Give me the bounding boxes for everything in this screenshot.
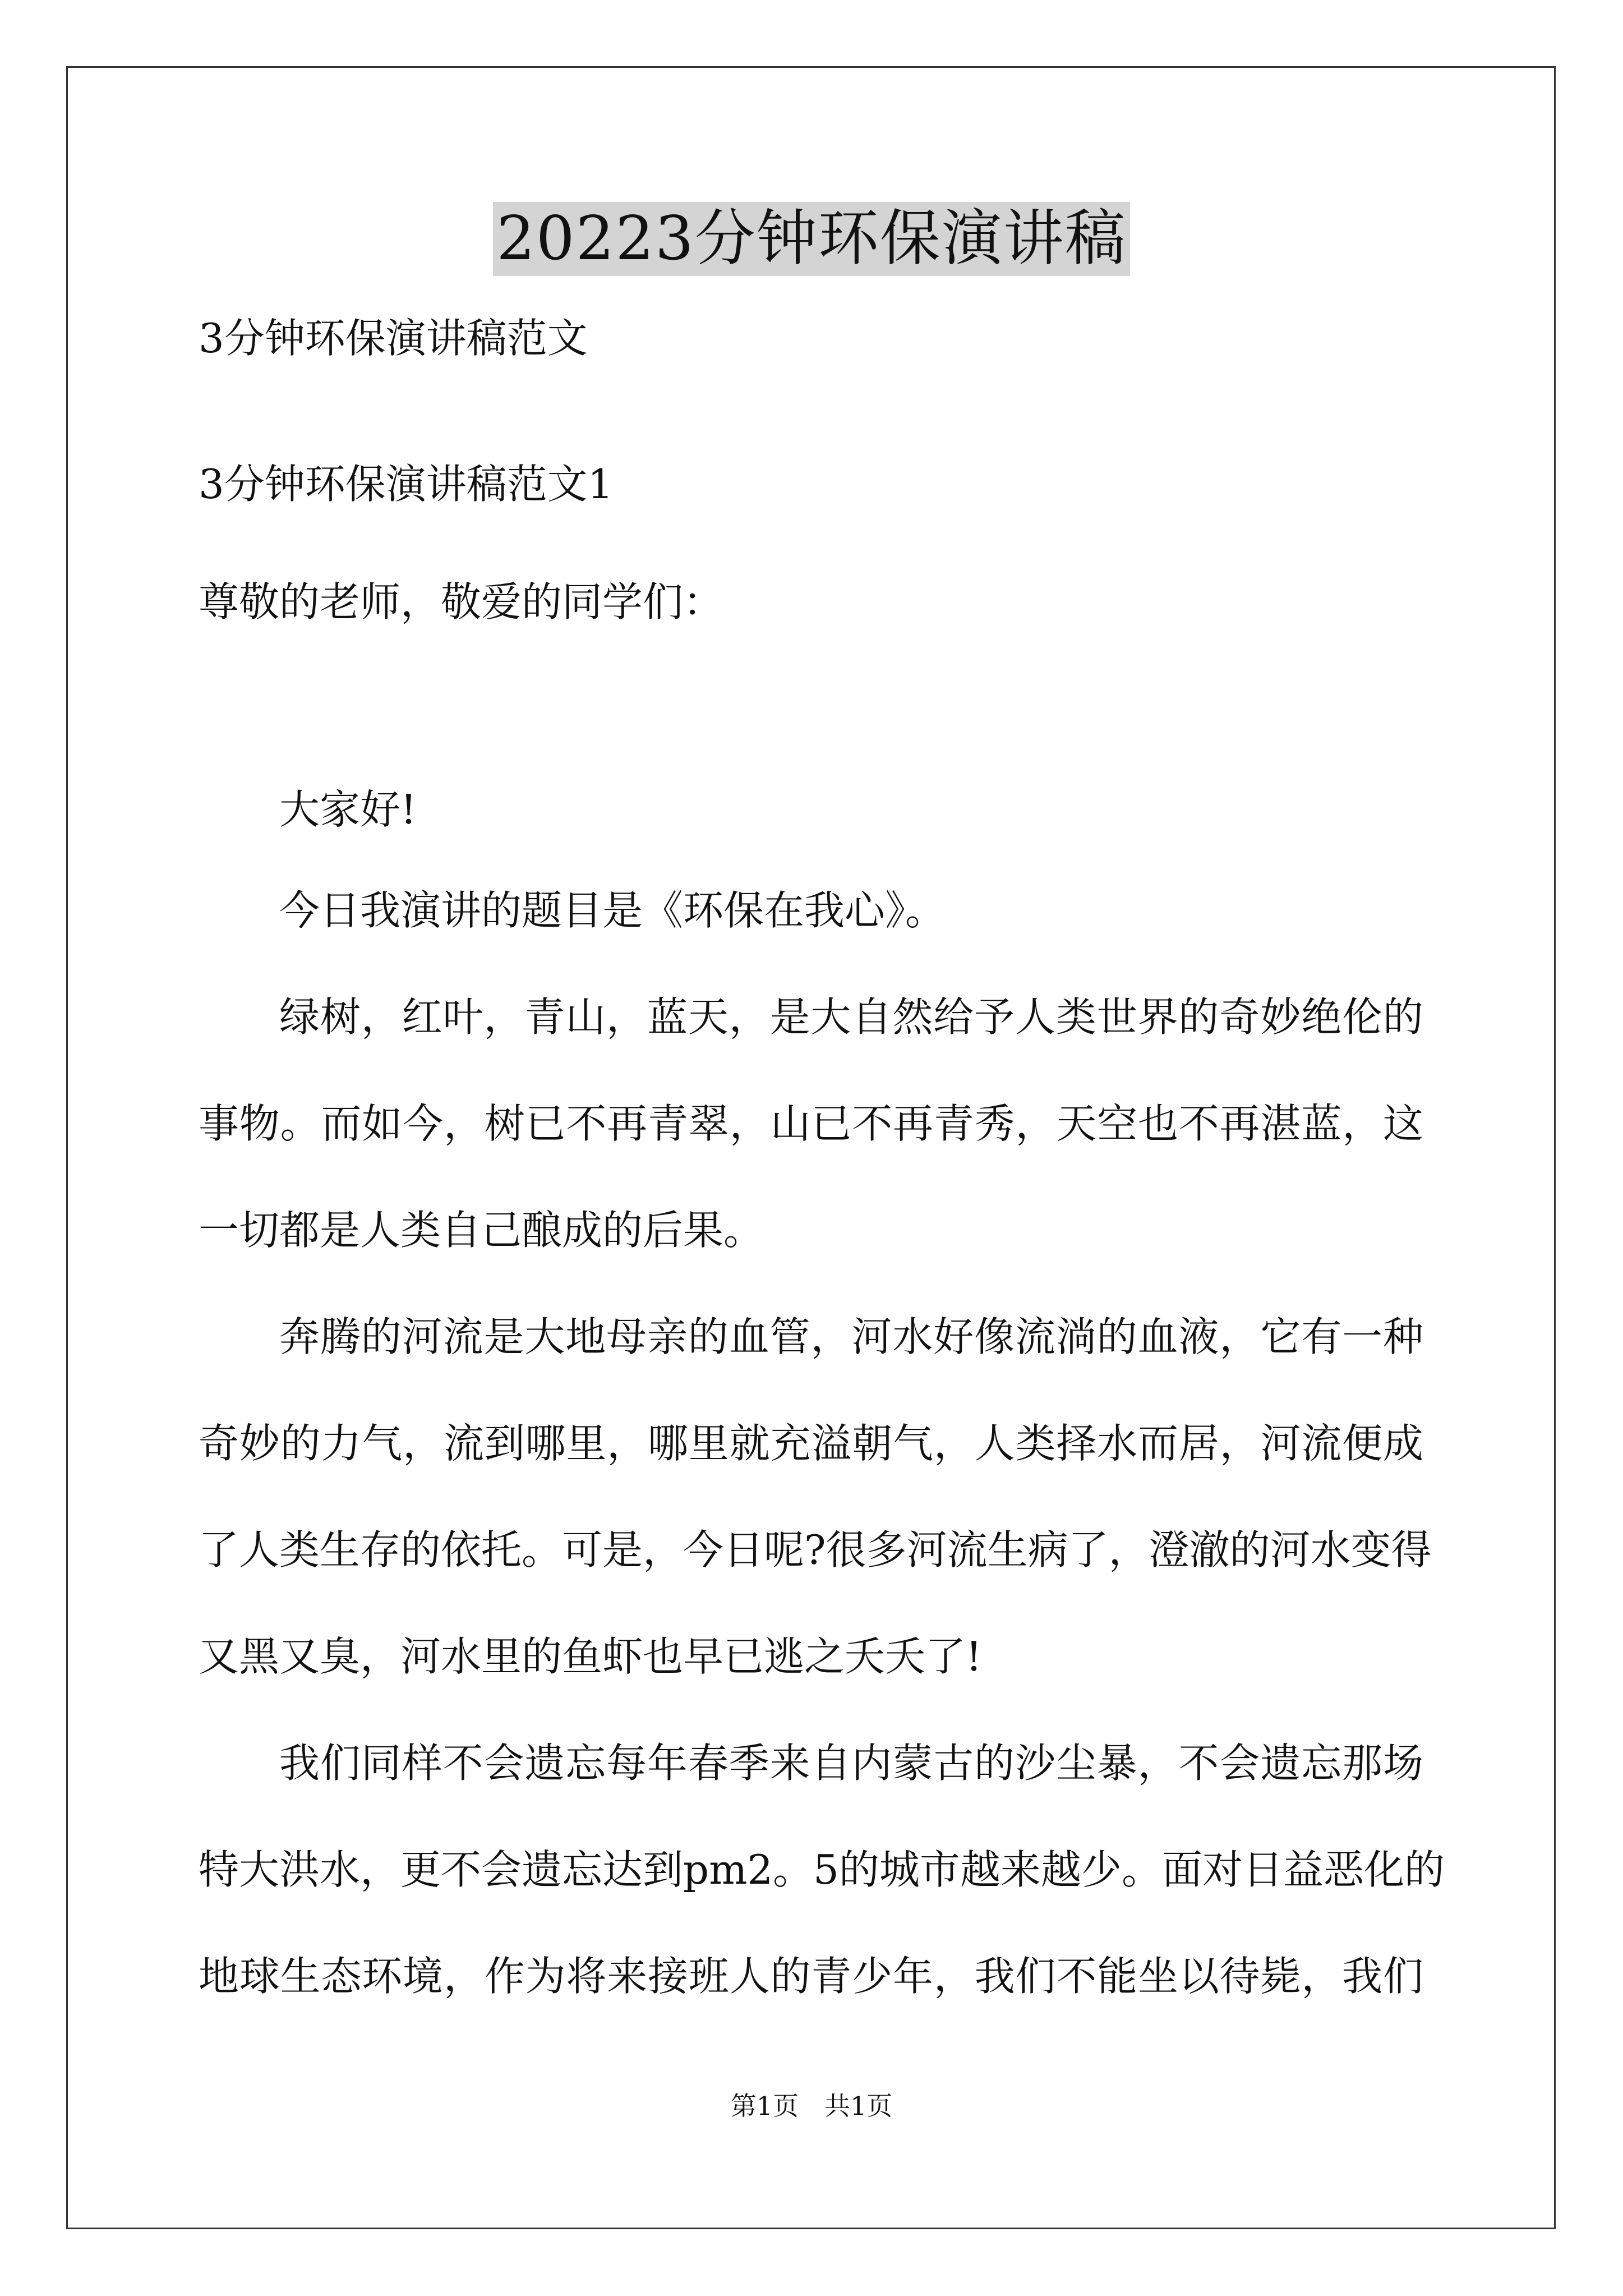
paragraph-3-line: 了人类生存的依托。可是，今日呢?很多河流生病了，澄澈的河水变得 (199, 1526, 1432, 1573)
paragraph-4-line: 我们同样不会遗忘每年春季来自内蒙古的沙尘暴，不会遗忘那场 (279, 1740, 1423, 1787)
greeting: 大家好! (279, 786, 417, 833)
paragraph-2-line: 绿树，红叶，青山，蓝天，是大自然给予人类世界的奇妙绝伦的 (279, 993, 1423, 1041)
paragraph-2-line: 事物。而如今，树已不再青翠，山已不再青秀，天空也不再湛蓝，这 (199, 1100, 1423, 1147)
paragraph-4-line: 地球生态环境，作为将来接班人的青少年，我们不能坐以待毙，我们 (199, 1953, 1423, 2000)
salutation: 尊敬的老师，敬爱的同学们： (199, 578, 724, 625)
paragraph-4-line: 特大洪水，更不会遗忘达到pm2。5的城市越来越少。面对日益恶化的 (199, 1846, 1445, 1893)
document-title: 20223分钟环保演讲稿 (493, 202, 1130, 276)
heading-1: 3分钟环保演讲稿范文 (199, 315, 588, 362)
paragraph-2-line: 一切都是人类自己酿成的后果。 (199, 1207, 764, 1254)
paragraph-1: 今日我演讲的题目是《环保在我心》。 (279, 887, 946, 934)
title-wrap (0, 202, 1623, 276)
page-footer: 第1页 共1页 (730, 2091, 893, 2121)
paragraph-3-line: 奇妙的力气，流到哪里，哪里就充溢朝气，人类择水而居，河流便成 (199, 1420, 1423, 1467)
paragraph-3-line: 又黑又臭，河水里的鱼虾也早已逃之夭夭了! (199, 1633, 982, 1680)
paragraph-3-line: 奔腾的河流是大地母亲的血管，河水好像流淌的血液，它有一种 (279, 1313, 1423, 1360)
heading-2: 3分钟环保演讲稿范文1 (199, 461, 614, 508)
